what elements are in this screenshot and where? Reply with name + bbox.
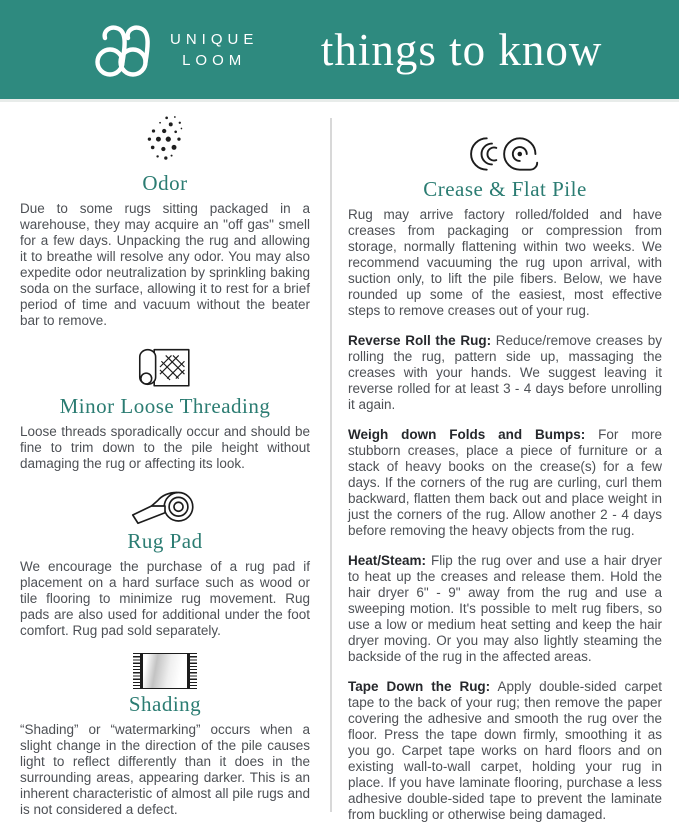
tip-reverse-roll <box>348 333 662 413</box>
left-column <box>20 112 310 824</box>
section-title-threading: Minor Loose Threading <box>59 394 271 418</box>
page-title: things to know <box>320 24 603 75</box>
right-column <box>348 108 662 824</box>
odor-dots-icon <box>142 112 188 168</box>
tip-reverse-roll-text: Reduce/remove creases by rolling the rug, pattern side up, massaging the creases with your hands. We suggest leaving it reverse rolled for at least 3 - 4 days before unrolling it again. <box>348 333 662 412</box>
section-title-rug-pad: Rug Pad <box>127 529 203 553</box>
section-crease-flat-pile <box>348 134 662 823</box>
section-body-shading: “Shading” or “watermarking” occurs when a slight change in the direction of the pile causes light to reflect differently than it does in the surrounding areas, appearing darker. This is an inherent characteristic of almost all pile rugs and is not considered a defect. <box>20 722 310 817</box>
section-rug-pad <box>20 486 310 639</box>
section-intro-crease: Rug may arrive factory rolled/folded and have creases from packaging or compression from storage, normally flattening within two weeks. We recommend vacuuming the rug upon arrival, with suction only, to lift the pile fibers. Below, we have rounded up some of the easiest, most effective steps to remove creases out of your rug. <box>348 207 662 318</box>
brand-name <box>170 29 258 71</box>
header-banner <box>0 0 679 102</box>
section-odor <box>20 112 310 329</box>
tip-reverse-roll-label: Reverse Roll the Rug: <box>348 333 492 348</box>
brand-logo <box>90 21 258 79</box>
column-divider <box>330 118 332 812</box>
tip-heat-steam <box>348 553 662 665</box>
tip-tape-down-text: Apply double-sided carpet tape to the back of your rug; then remove the paper covering the adhesive and smooth the rug over the floor. Press the tape down firmly, smoothing it as you go. Carpet tape works on hard floors and on existing wall-to-wall carpet, holding your rug in place. If you have laminate flooring, purchase a less adhesive double-sided tape to prevent the laminate from buckling or otherwise being damaged. <box>348 679 662 822</box>
section-shading <box>20 653 310 818</box>
tip-weigh-down-text: For more stubborn creases, place a piece of furniture or a stack of heavy books on the crease(s) for a few days. If the corners of the rug are curling, curl them backward, flatten them back out and place weight in just the corners of the rug. Allow another 2 - 4 days before removing the heavy objects from the rug. <box>348 427 662 538</box>
rolled-rug-spiral-icon <box>457 134 553 174</box>
tip-heat-steam-text: Flip the rug over and use a hair dryer to heat up the creases and release them. Hold the hair dryer 6" - 9" away from the rug and use a sweeping motion. It's possible to melt rug fibers, so use a low or medium heat setting and keep the hair dryer moving. Or you may also lightly steaming the backside of the rug in the affected areas. <box>348 553 662 664</box>
section-title-odor: Odor <box>142 171 188 195</box>
section-title-crease: Crease & Flat Pile <box>423 177 587 201</box>
tip-heat-steam-label: Heat/Steam: <box>348 553 427 568</box>
section-title-shading: Shading <box>128 692 202 716</box>
section-body-odor: Due to some rugs sitting packaged in a warehouse, they may acquire an "off gas" smell for a few days. Unpacking the rug and allowing it to breathe will resolve any odor. You may also expedite odor neutralization by sprinkling baking soda on the surface, allowing it to rest for a brief period of time and vacuum without the beater bar to remove. <box>20 201 310 328</box>
section-body-rug-pad: We encourage the purchase of a rug pad if placement on a hard surface such as wood or tile flooring to minimize rug movement. Rug pads are also used for additional under the foot comfort. Rug pad sold separately. <box>20 559 310 638</box>
brand-name-line1: UNIQUE <box>170 30 259 48</box>
fringed-rug-icon <box>133 653 197 689</box>
tip-weigh-down <box>348 427 662 539</box>
rug-pad-roll-icon <box>129 486 201 526</box>
section-minor-loose-threading <box>20 343 310 472</box>
tip-tape-down-label: Tape Down the Rug: <box>348 679 491 694</box>
tip-weigh-down-label: Weigh down Folds and Bumps: <box>348 427 586 442</box>
rolled-rug-crosshatch-icon <box>134 343 196 391</box>
brand-name-line2: LOOM <box>182 51 247 69</box>
tip-tape-down <box>348 679 662 823</box>
unique-loom-logo-icon <box>90 21 160 79</box>
section-body-threading: Loose threads sporadically occur and should be fine to trim down to the pile height without damaging the rug or affecting its look. <box>20 424 310 471</box>
